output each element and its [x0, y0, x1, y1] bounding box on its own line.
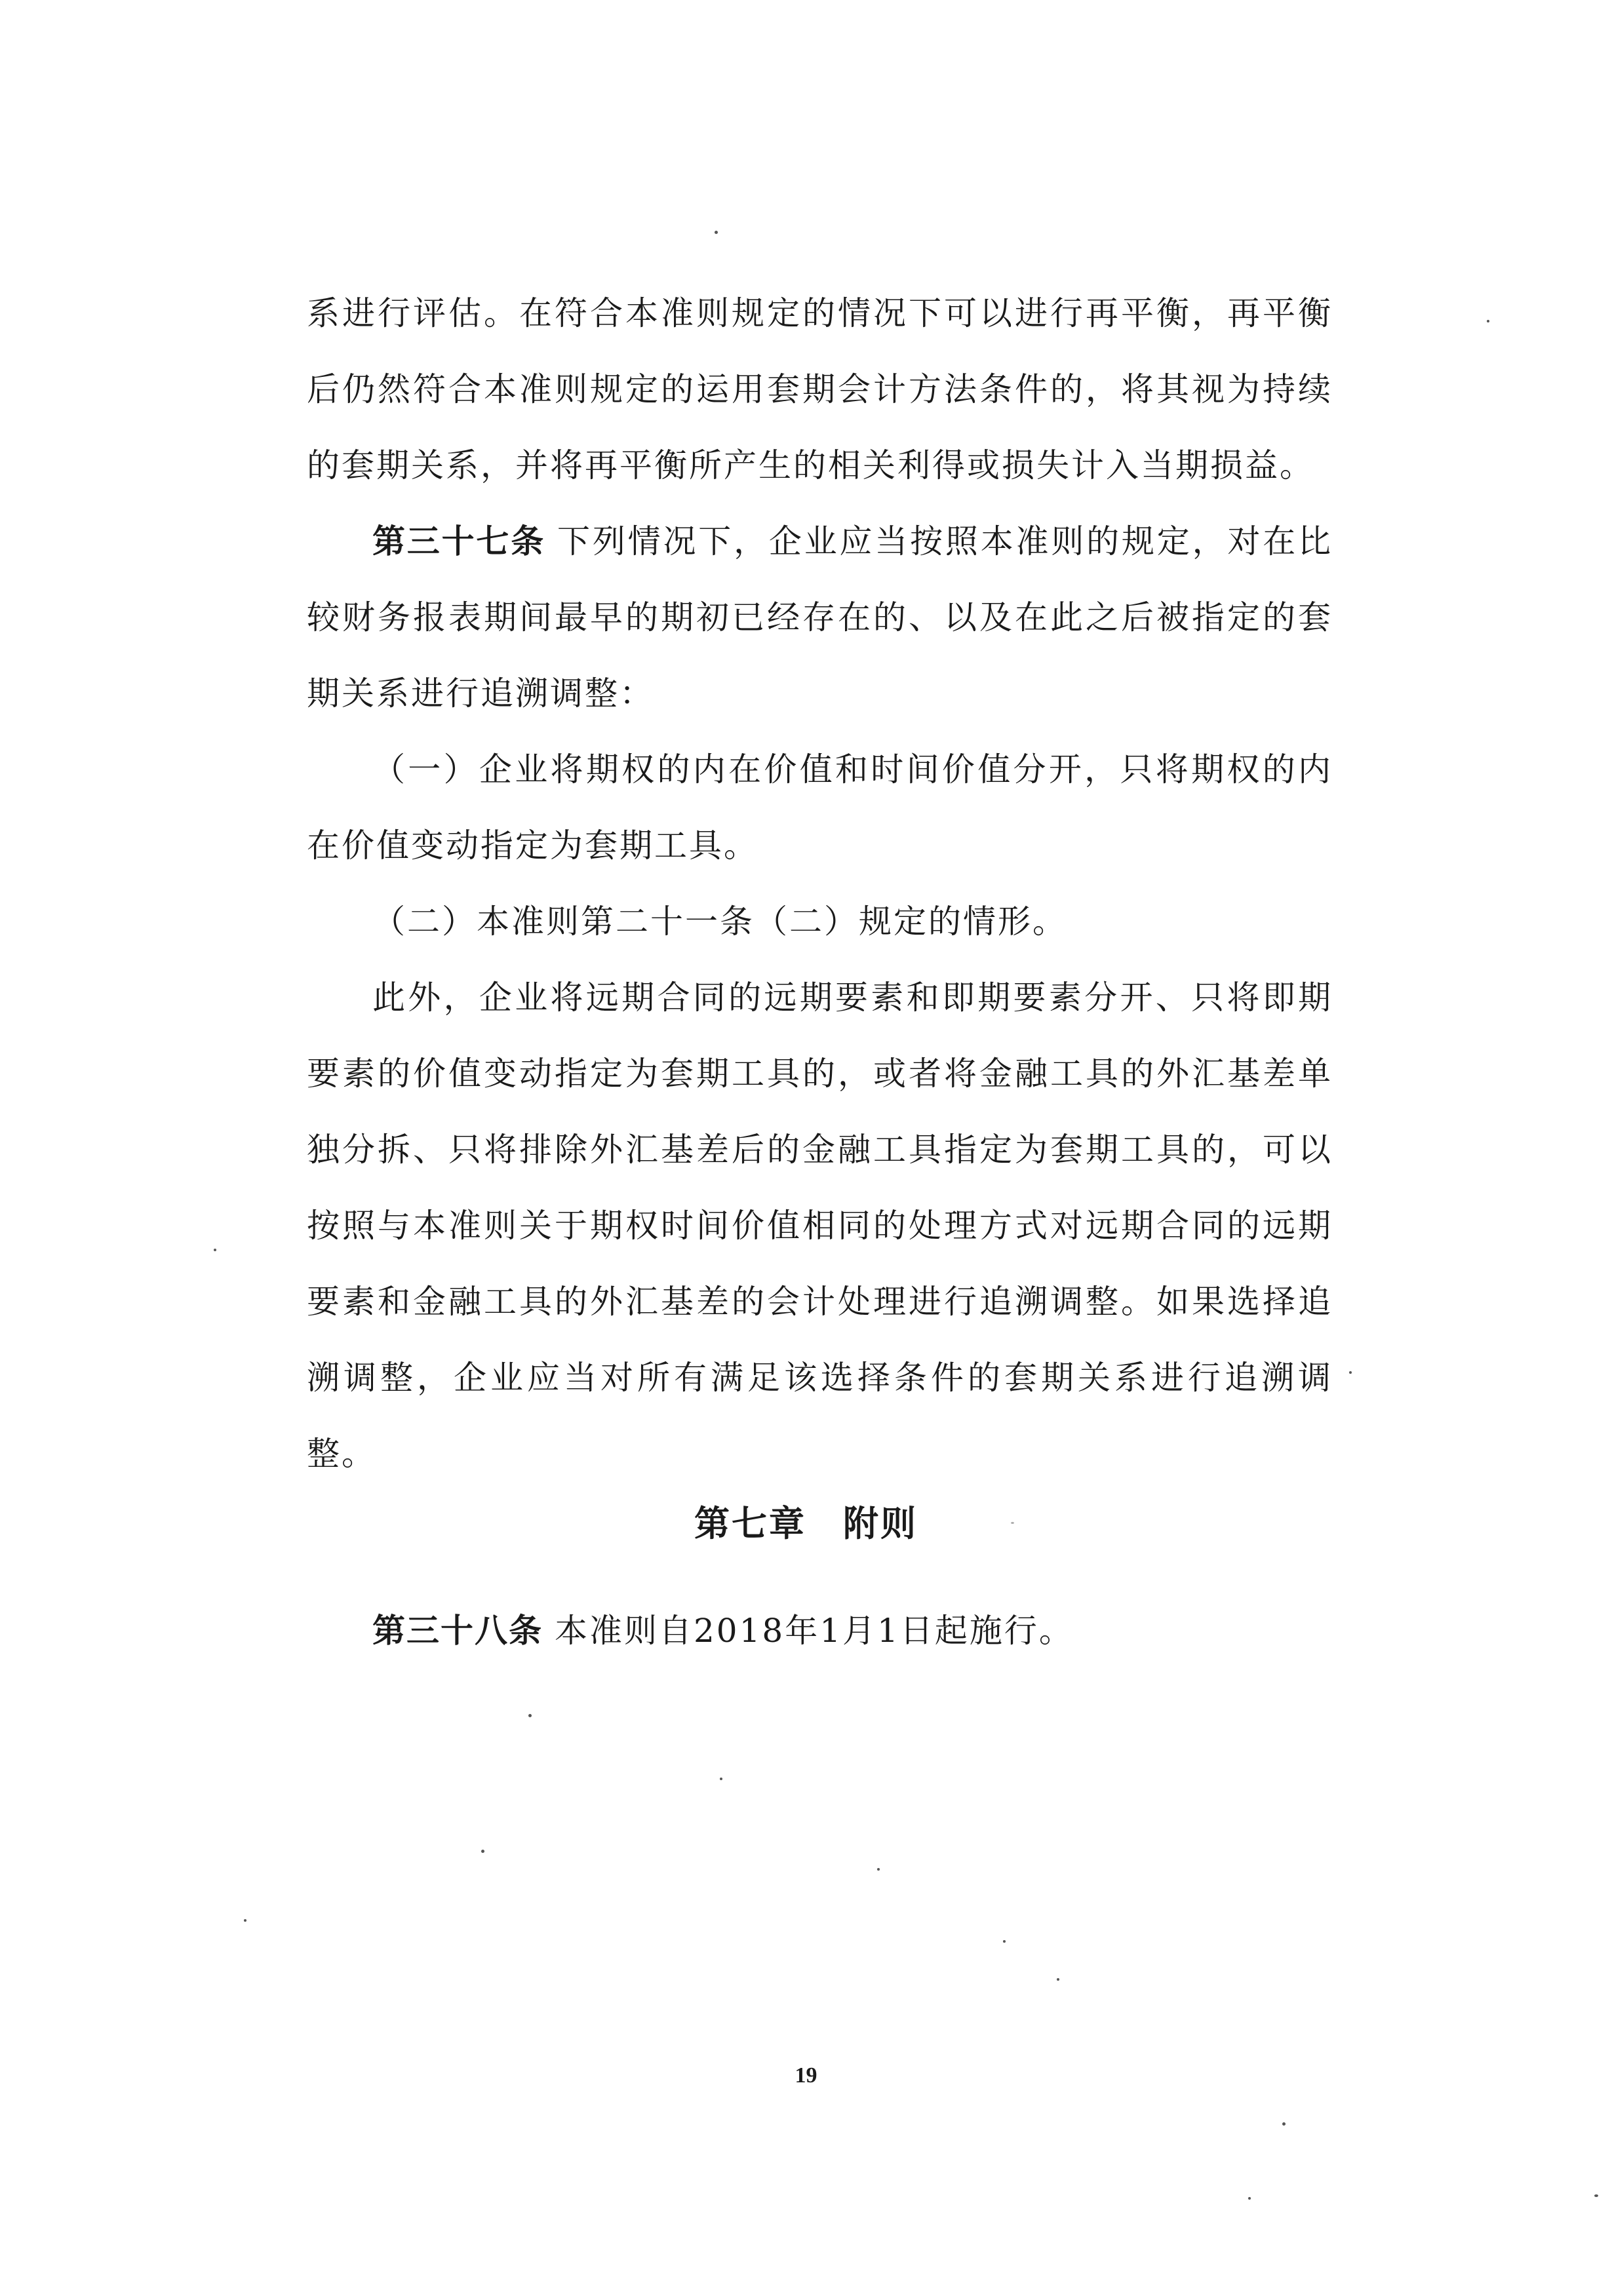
- chapter-number: 第七章: [694, 1503, 806, 1544]
- chapter-title: 附则: [843, 1503, 918, 1544]
- scan-speck: [715, 231, 718, 234]
- paragraph-text: 下列情况下，企业应当按照本准则的规定，对在比较财务报表期间最早的期初已经存在的、以及在此之后被指定的套期关系进行追溯调整：: [307, 522, 1333, 712]
- paragraph-article-38: [372, 1605, 1074, 1657]
- scan-speck: [1011, 1522, 1014, 1524]
- scan-speck: [1003, 1940, 1006, 1943]
- article-label: 第三十七条: [372, 522, 546, 560]
- paragraph-text: 本准则自2018年1月1日起施行。: [555, 1612, 1074, 1650]
- body-text: [307, 275, 1333, 1492]
- article-label: 第三十八条: [372, 1612, 543, 1650]
- scan-speck: [877, 1868, 880, 1871]
- paragraph-article-37: [307, 503, 1333, 731]
- scan-speck: [214, 1249, 216, 1251]
- scan-speck: [1057, 1978, 1059, 1981]
- scan-speck: [1487, 320, 1489, 322]
- scan-speck: [720, 1778, 722, 1780]
- scan-speck: [1594, 2194, 1598, 2197]
- paragraph-continuation: [307, 275, 1333, 503]
- paragraph-text: 此外，企业将远期合同的远期要素和即期要素分开、只将即期要素的价值变动指定为套期工具的，或者将金融工具的外汇基差单独分拆、只将排除外汇基差后的金融工具指定为套期工具的，可以按照与本准则关于期权时间价值相同的处理方式对远期合同的远期要素和金融工具的外汇基差的会计处理进行追溯调整。如果选择追溯调整，企业应当对所有满足该选择条件的套期关系进行追溯调整。: [307, 979, 1333, 1473]
- page-number: 19: [795, 2063, 817, 2088]
- scan-speck: [528, 1714, 532, 1717]
- paragraph-text: （二）本准则第二十一条（二）规定的情形。: [372, 903, 1067, 941]
- scan-speck: [244, 1919, 246, 1922]
- scan-speck: [1349, 1371, 1352, 1374]
- paragraph-item-1: [307, 731, 1333, 884]
- chapter-heading: [0, 1496, 1612, 1546]
- paragraph-item-2: [307, 884, 1333, 960]
- scan-speck: [1282, 2122, 1286, 2126]
- scan-speck: [481, 1850, 484, 1853]
- paragraph-additional: [307, 960, 1333, 1492]
- paragraph-text: 系进行评估。在符合本准则规定的情况下可以进行再平衡，再平衡后仍然符合本准则规定的运用套期会计方法条件的，将其视为持续的套期关系，并将再平衡所产生的相关利得或损失计入当期损益。: [307, 294, 1333, 484]
- scan-speck: [1248, 2197, 1251, 2200]
- paragraph-text: （一）企业将期权的内在价值和时间价值分开，只将期权的内在价值变动指定为套期工具。: [307, 750, 1333, 865]
